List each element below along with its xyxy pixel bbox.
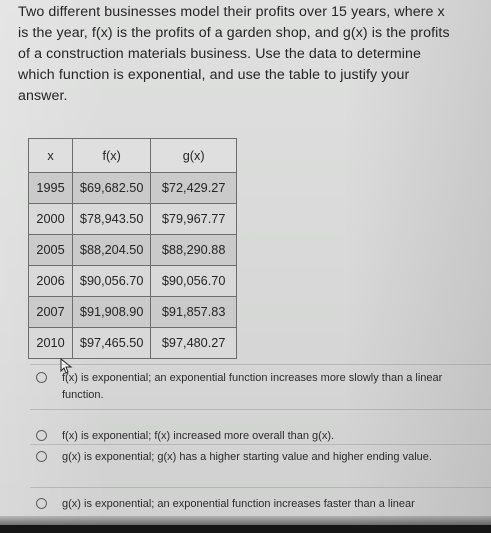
option-divider <box>30 444 491 445</box>
answer-option-text: f(x) is exponential; an exponential function increases more slowly than a linear function. <box>62 372 443 401</box>
answer-option-3[interactable] <box>36 449 456 489</box>
bottom-dark-stripe <box>0 525 491 533</box>
table-cell-g-value: $72,429.27 <box>151 173 237 204</box>
table-header-f: f(x) <box>73 139 151 173</box>
radio-button-icon[interactable] <box>36 498 47 509</box>
table-cell-f-value: $88,204.50 <box>73 235 151 266</box>
table-cell-g-value: $90,056.70 <box>151 266 237 297</box>
answer-option-text: g(x) is exponential; an exponential function increases faster than a linear <box>62 498 415 510</box>
question-text: Two different businesses model their profits over 15 years, where x is the year, f(x) is the profits of a garden shop, and g(x) is the profits of a construction materials business. Use the data to determine which function is exponential, and use the table to justify your answer. <box>18 4 450 104</box>
table-row <box>29 328 237 359</box>
option-divider <box>30 364 491 365</box>
table-cell-year: 2007 <box>29 297 73 328</box>
table-cell-g-value: $79,967.77 <box>151 204 237 235</box>
option-divider <box>30 409 491 410</box>
radio-button-icon[interactable] <box>36 430 47 441</box>
table-cell-year: 2010 <box>29 328 73 359</box>
table-header-x: x <box>29 139 73 173</box>
answer-option-1[interactable] <box>36 370 456 410</box>
table-row <box>29 173 237 204</box>
table-cell-f-value: $69,682.50 <box>73 173 151 204</box>
table-cell-year: 2000 <box>29 204 73 235</box>
answer-option-4[interactable] <box>36 496 456 516</box>
table-cell-g-value: $97,480.27 <box>151 328 237 359</box>
option-divider <box>30 487 491 488</box>
table-cell-g-value: $91,857.83 <box>151 297 237 328</box>
table-row <box>29 235 237 266</box>
data-table <box>28 138 237 359</box>
table-cell-g-value: $88,290.88 <box>151 235 237 266</box>
table-cell-f-value: $91,908.90 <box>73 297 151 328</box>
table-cell-f-value: $78,943.50 <box>73 204 151 235</box>
bottom-shadow <box>0 516 491 533</box>
table-row <box>29 266 237 297</box>
data-table-container <box>28 138 237 356</box>
table-header-row <box>29 139 237 173</box>
table-cell-f-value: $97,465.50 <box>73 328 151 359</box>
answer-option-text: f(x) is exponential; f(x) increased more overall than g(x). <box>62 430 335 442</box>
table-cell-year: 1995 <box>29 173 73 204</box>
radio-button-icon[interactable] <box>36 372 47 383</box>
table-cell-year: 2005 <box>29 235 73 266</box>
answer-option-2[interactable] <box>36 428 456 448</box>
table-cell-f-value: $90,056.70 <box>73 266 151 297</box>
answer-option-text: g(x) is exponential; g(x) has a higher starting value and higher ending value. <box>62 451 432 463</box>
table-row <box>29 204 237 235</box>
table-row <box>29 297 237 328</box>
table-cell-year: 2006 <box>29 266 73 297</box>
radio-button-icon[interactable] <box>36 451 47 462</box>
table-header-g: g(x) <box>151 139 237 173</box>
